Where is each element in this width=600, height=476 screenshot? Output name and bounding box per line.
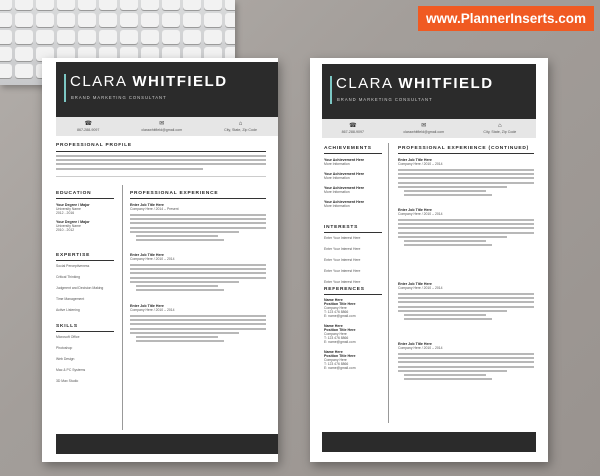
- keyboard-key: [57, 13, 75, 27]
- resume-header: [56, 62, 278, 117]
- keyboard-key: [0, 0, 12, 10]
- job-description: [398, 169, 534, 198]
- job-title: Enter Job Title Here: [398, 208, 432, 212]
- expertise-heading: EXPERTISE: [56, 253, 91, 258]
- email-text: clarawhitfield@gmail.com: [403, 130, 445, 134]
- divider: [56, 151, 266, 152]
- divider: [56, 176, 266, 177]
- job-title: Enter Job Title Here: [398, 342, 432, 346]
- keyboard-key: [78, 30, 96, 44]
- contact-bar: [56, 117, 278, 136]
- achievement-title: Your Achievement Here: [324, 172, 365, 176]
- keyboard-key: [204, 30, 222, 44]
- edu-years: 2010 - 2012: [56, 228, 75, 232]
- reference-position: Position Title Here: [324, 354, 356, 358]
- job-description: [130, 264, 266, 293]
- candidate-name: CLARA WHITFIELD: [336, 75, 494, 92]
- keyboard-key: [78, 13, 96, 27]
- job-company: Company Here / 2010 – 2014: [398, 346, 443, 350]
- reference-position: Position Title Here: [324, 302, 356, 306]
- keyboard-key: [0, 64, 12, 78]
- job-description: [398, 219, 534, 248]
- reference-company: Company Here: [324, 332, 347, 336]
- accent-bar: [64, 74, 66, 102]
- edu-school: University Name: [56, 224, 81, 228]
- keyboard-key: [57, 0, 75, 10]
- keyboard-key: [162, 30, 180, 44]
- reference-email: E: name@gmail.com: [324, 366, 356, 370]
- location-text: City, State, Zip Code: [483, 130, 517, 134]
- reference-phone: T: 123 476 8866: [324, 362, 349, 366]
- skill-item: Photoshop: [56, 346, 73, 350]
- keyboard-key: [225, 13, 235, 27]
- edu-degree: Your Degree / Major: [56, 203, 90, 207]
- job-title: Enter Job Title Here: [130, 304, 164, 308]
- expertise-item: Judgment and Decision Making: [56, 286, 104, 290]
- experience-heading: PROFESSIONAL EXPERIENCE (CONTINUED): [398, 146, 530, 151]
- keyboard-key: [0, 30, 12, 44]
- column-divider: [388, 143, 389, 423]
- keyboard-key: [99, 13, 117, 27]
- phone-text: 867-288-9097: [341, 130, 365, 134]
- references-heading: REFERENCES: [324, 287, 365, 292]
- keyboard-key: [162, 0, 180, 10]
- profile-paragraph: [56, 155, 266, 172]
- keyboard-key: [183, 13, 201, 27]
- resume-header: [322, 64, 536, 119]
- achievements-heading: ACHIEVEMENTS: [324, 146, 372, 151]
- keyboard-key: [225, 30, 235, 44]
- skill-item: Web Design: [56, 357, 75, 361]
- keyboard-key: [183, 30, 201, 44]
- skill-item: 3D Max Studio: [56, 379, 79, 383]
- home-icon: ⌂: [238, 121, 243, 127]
- education-heading: EDUCATION: [56, 191, 92, 196]
- contact-bar: [322, 119, 536, 138]
- achievement-info: More Information: [324, 176, 350, 180]
- job-description: [398, 293, 534, 322]
- keyboard-key: [162, 13, 180, 27]
- achievement-title: Your Achievement Here: [324, 186, 365, 190]
- website-banner[interactable]: www.PlannerInserts.com: [418, 6, 594, 31]
- expertise-item: Critical Thinking: [56, 275, 81, 279]
- candidate-name: CLARA WHITFIELD: [70, 73, 228, 90]
- keyboard-key: [204, 13, 222, 27]
- phone-text: 867-288-9097: [76, 128, 100, 132]
- expertise-item: Social Perceptiveness: [56, 264, 90, 268]
- divider: [56, 260, 114, 261]
- job-title: Enter Job Title Here: [398, 282, 432, 286]
- keyboard-key: [15, 64, 33, 78]
- reference-phone: T: 123 476 8866: [324, 310, 349, 314]
- resume-footer: [322, 432, 536, 452]
- interest-item: Enter Your Interest Here: [324, 236, 361, 240]
- phone-icon: ☎: [84, 121, 92, 127]
- expertise-item: Active Listening: [56, 308, 80, 312]
- keyboard-key: [225, 0, 235, 10]
- achievement-info: More Information: [324, 162, 350, 166]
- keyboard-key: [78, 0, 96, 10]
- job-company: Company Here / 2010 – 2014: [398, 212, 443, 216]
- keyboard-key: [99, 30, 117, 44]
- email-icon: ✉: [159, 121, 165, 127]
- reference-company: Company Here: [324, 306, 347, 310]
- home-icon: ⌂: [498, 123, 502, 129]
- keyboard-key: [141, 13, 159, 27]
- keyboard-key: [0, 13, 12, 27]
- profile-heading: PROFESSIONAL PROFILE: [56, 143, 132, 148]
- keyboard-key: [99, 0, 117, 10]
- reference-company: Company Here: [324, 358, 347, 362]
- reference-name: Name Here: [324, 350, 343, 354]
- phone-icon: ☎: [349, 123, 357, 129]
- reference-position: Position Title Here: [324, 328, 356, 332]
- divider: [398, 153, 534, 154]
- job-description: [130, 214, 266, 243]
- reference-email: E: name@gmail.com: [324, 314, 356, 318]
- reference-name: Name Here: [324, 324, 343, 328]
- resume-page-1: [42, 58, 278, 462]
- job-company: Company Here / 2014 – Present: [130, 207, 179, 211]
- job-title: Enter Job Title Here: [398, 158, 432, 162]
- edu-years: 2012 - 2016: [56, 211, 75, 215]
- accent-bar: [330, 76, 332, 104]
- email-icon: ✉: [421, 123, 427, 129]
- achievement-title: Your Achievement Here: [324, 200, 365, 204]
- job-title: Enter Job Title Here: [130, 253, 164, 257]
- keyboard-key: [36, 30, 54, 44]
- candidate-title: BRAND MARKETING CONSULTANT: [337, 97, 433, 102]
- reference-name: Name Here: [324, 298, 343, 302]
- column-divider: [122, 185, 123, 430]
- reference-email: E: name@gmail.com: [324, 340, 356, 344]
- keyboard-key: [141, 0, 159, 10]
- keyboard-key: [15, 47, 33, 61]
- keyboard-key: [15, 0, 33, 10]
- candidate-title: BRAND MARKETING CONSULTANT: [71, 95, 167, 100]
- job-company: Company Here / 2010 – 2014: [398, 286, 443, 290]
- keyboard-key: [120, 13, 138, 27]
- skill-item: Mac & PC Systems: [56, 368, 86, 372]
- job-description: [130, 315, 266, 344]
- achievement-info: More Information: [324, 204, 350, 208]
- keyboard-key: [120, 0, 138, 10]
- interest-item: Enter Your Interest Here: [324, 258, 361, 262]
- resume-footer: [56, 434, 278, 454]
- job-company: Company Here / 2010 – 2014: [130, 308, 175, 312]
- divider: [324, 153, 382, 154]
- resume-page-2: [310, 58, 548, 462]
- job-company: Company Here / 2010 – 2014: [398, 162, 443, 166]
- keyboard-key: [15, 30, 33, 44]
- job-description: [398, 353, 534, 382]
- edu-school: University Name: [56, 207, 81, 211]
- interest-item: Enter Your Interest Here: [324, 269, 361, 273]
- keyboard-key: [183, 0, 201, 10]
- interests-heading: INTERESTS: [324, 225, 359, 230]
- job-company: Company Here / 2010 – 2014: [130, 257, 175, 261]
- keyboard-key: [57, 30, 75, 44]
- keyboard-key: [204, 0, 222, 10]
- location-text: City, State, Zip Code: [224, 128, 257, 132]
- edu-degree: Your Degree / Major: [56, 220, 90, 224]
- keyboard-key: [120, 30, 138, 44]
- divider: [56, 331, 114, 332]
- divider: [324, 294, 382, 295]
- keyboard-key: [141, 30, 159, 44]
- achievement-info: More Information: [324, 190, 350, 194]
- skill-item: Microsoft Office: [56, 335, 80, 339]
- divider: [130, 198, 266, 199]
- interest-item: Enter Your Interest Here: [324, 280, 361, 284]
- keyboard-key: [0, 47, 12, 61]
- divider: [324, 232, 382, 233]
- reference-phone: T: 123 476 8866: [324, 336, 349, 340]
- skills-heading: SKILLS: [56, 324, 78, 329]
- keyboard-key: [36, 0, 54, 10]
- expertise-item: Time Management: [56, 297, 85, 301]
- achievement-title: Your Achievement Here: [324, 158, 365, 162]
- divider: [56, 198, 114, 199]
- interest-item: Enter Your Interest Here: [324, 247, 361, 251]
- keyboard-key: [15, 13, 33, 27]
- experience-heading: PROFESSIONAL EXPERIENCE: [130, 191, 219, 196]
- keyboard-key: [36, 13, 54, 27]
- email-text: clarawhitfield@gmail.com: [141, 128, 183, 132]
- job-title: Enter Job Title Here: [130, 203, 164, 207]
